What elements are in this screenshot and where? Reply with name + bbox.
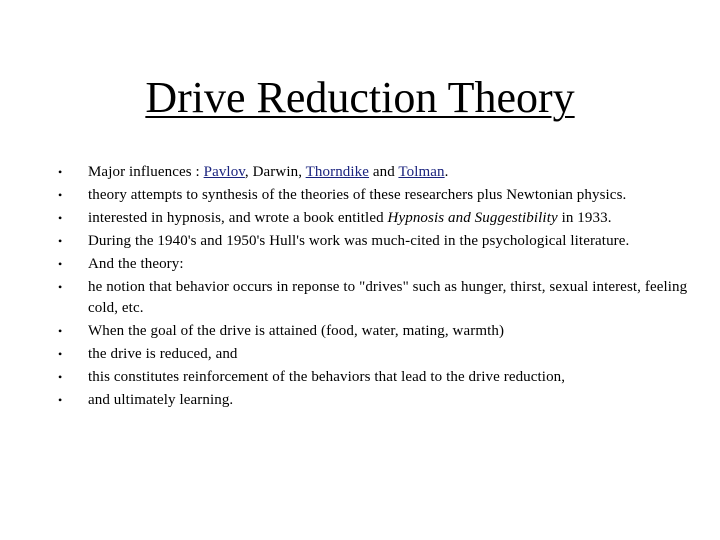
bullet-dot-icon: •: [58, 165, 63, 179]
thorndike-link[interactable]: Thorndike: [305, 164, 370, 180]
bullet-item: [58, 254, 698, 275]
bullet-text: interested in hypnosis, and wrote a book entitled: [88, 210, 388, 226]
book-title: Hypnosis and Suggestibility: [387, 210, 558, 226]
bullet-text: this constitutes reinforcement of the behaviors that lead to the drive reduction,: [88, 369, 566, 385]
bullet-dot-icon: •: [58, 393, 63, 407]
tolman-link[interactable]: Tolman: [398, 164, 445, 180]
bullet-item: [58, 277, 698, 319]
bullet-dot-icon: •: [58, 211, 63, 225]
bullet-text: Major influences :: [88, 164, 204, 180]
bullet-dot-icon: •: [58, 188, 63, 202]
bullet-text: .: [444, 164, 449, 180]
bullet-text: And the theory:: [88, 256, 184, 272]
slide-title: Drive Reduction Theory: [145, 73, 575, 122]
bullet-dot-icon: •: [58, 234, 63, 248]
bullet-text: During the 1940's and 1950's Hull's work was much-cited in the psychological literature.: [88, 233, 630, 249]
bullet-text: When the goal of the drive is attained (food, water, mating, warmth): [88, 323, 505, 339]
bullet-dot-icon: •: [58, 280, 63, 294]
bullet-item: [58, 231, 698, 252]
pavlov-link[interactable]: Pavlov: [203, 164, 245, 180]
bullet-dot-icon: •: [58, 257, 63, 271]
bullet-dot-icon: •: [58, 324, 63, 338]
bullet-item: [58, 185, 698, 206]
bullet-list: [58, 162, 698, 413]
bullet-item-influences: [58, 162, 698, 183]
bullet-text: , Darwin,: [244, 164, 306, 180]
bullet-dot-icon: •: [58, 370, 63, 384]
bullet-item-hypnosis: [58, 208, 698, 229]
bullet-item: [58, 367, 698, 388]
bullet-text: the drive is reduced, and: [88, 346, 238, 362]
bullet-dot-icon: •: [58, 347, 63, 361]
bullet-item: [58, 344, 698, 365]
bullet-text: and ultimately learning.: [88, 392, 234, 408]
bullet-text: he notion that behavior occurs in reponse to "drives" such as hunger, thirst, sexual interest, feeling cold, etc.: [88, 279, 688, 316]
bullet-item: [58, 390, 698, 411]
bullet-item: [58, 321, 698, 342]
bullet-text: theory attempts to synthesis of the theories of these researchers plus Newtonian physics.: [88, 187, 627, 203]
bullet-text: and: [369, 164, 399, 180]
bullet-text: in 1933.: [557, 210, 612, 226]
